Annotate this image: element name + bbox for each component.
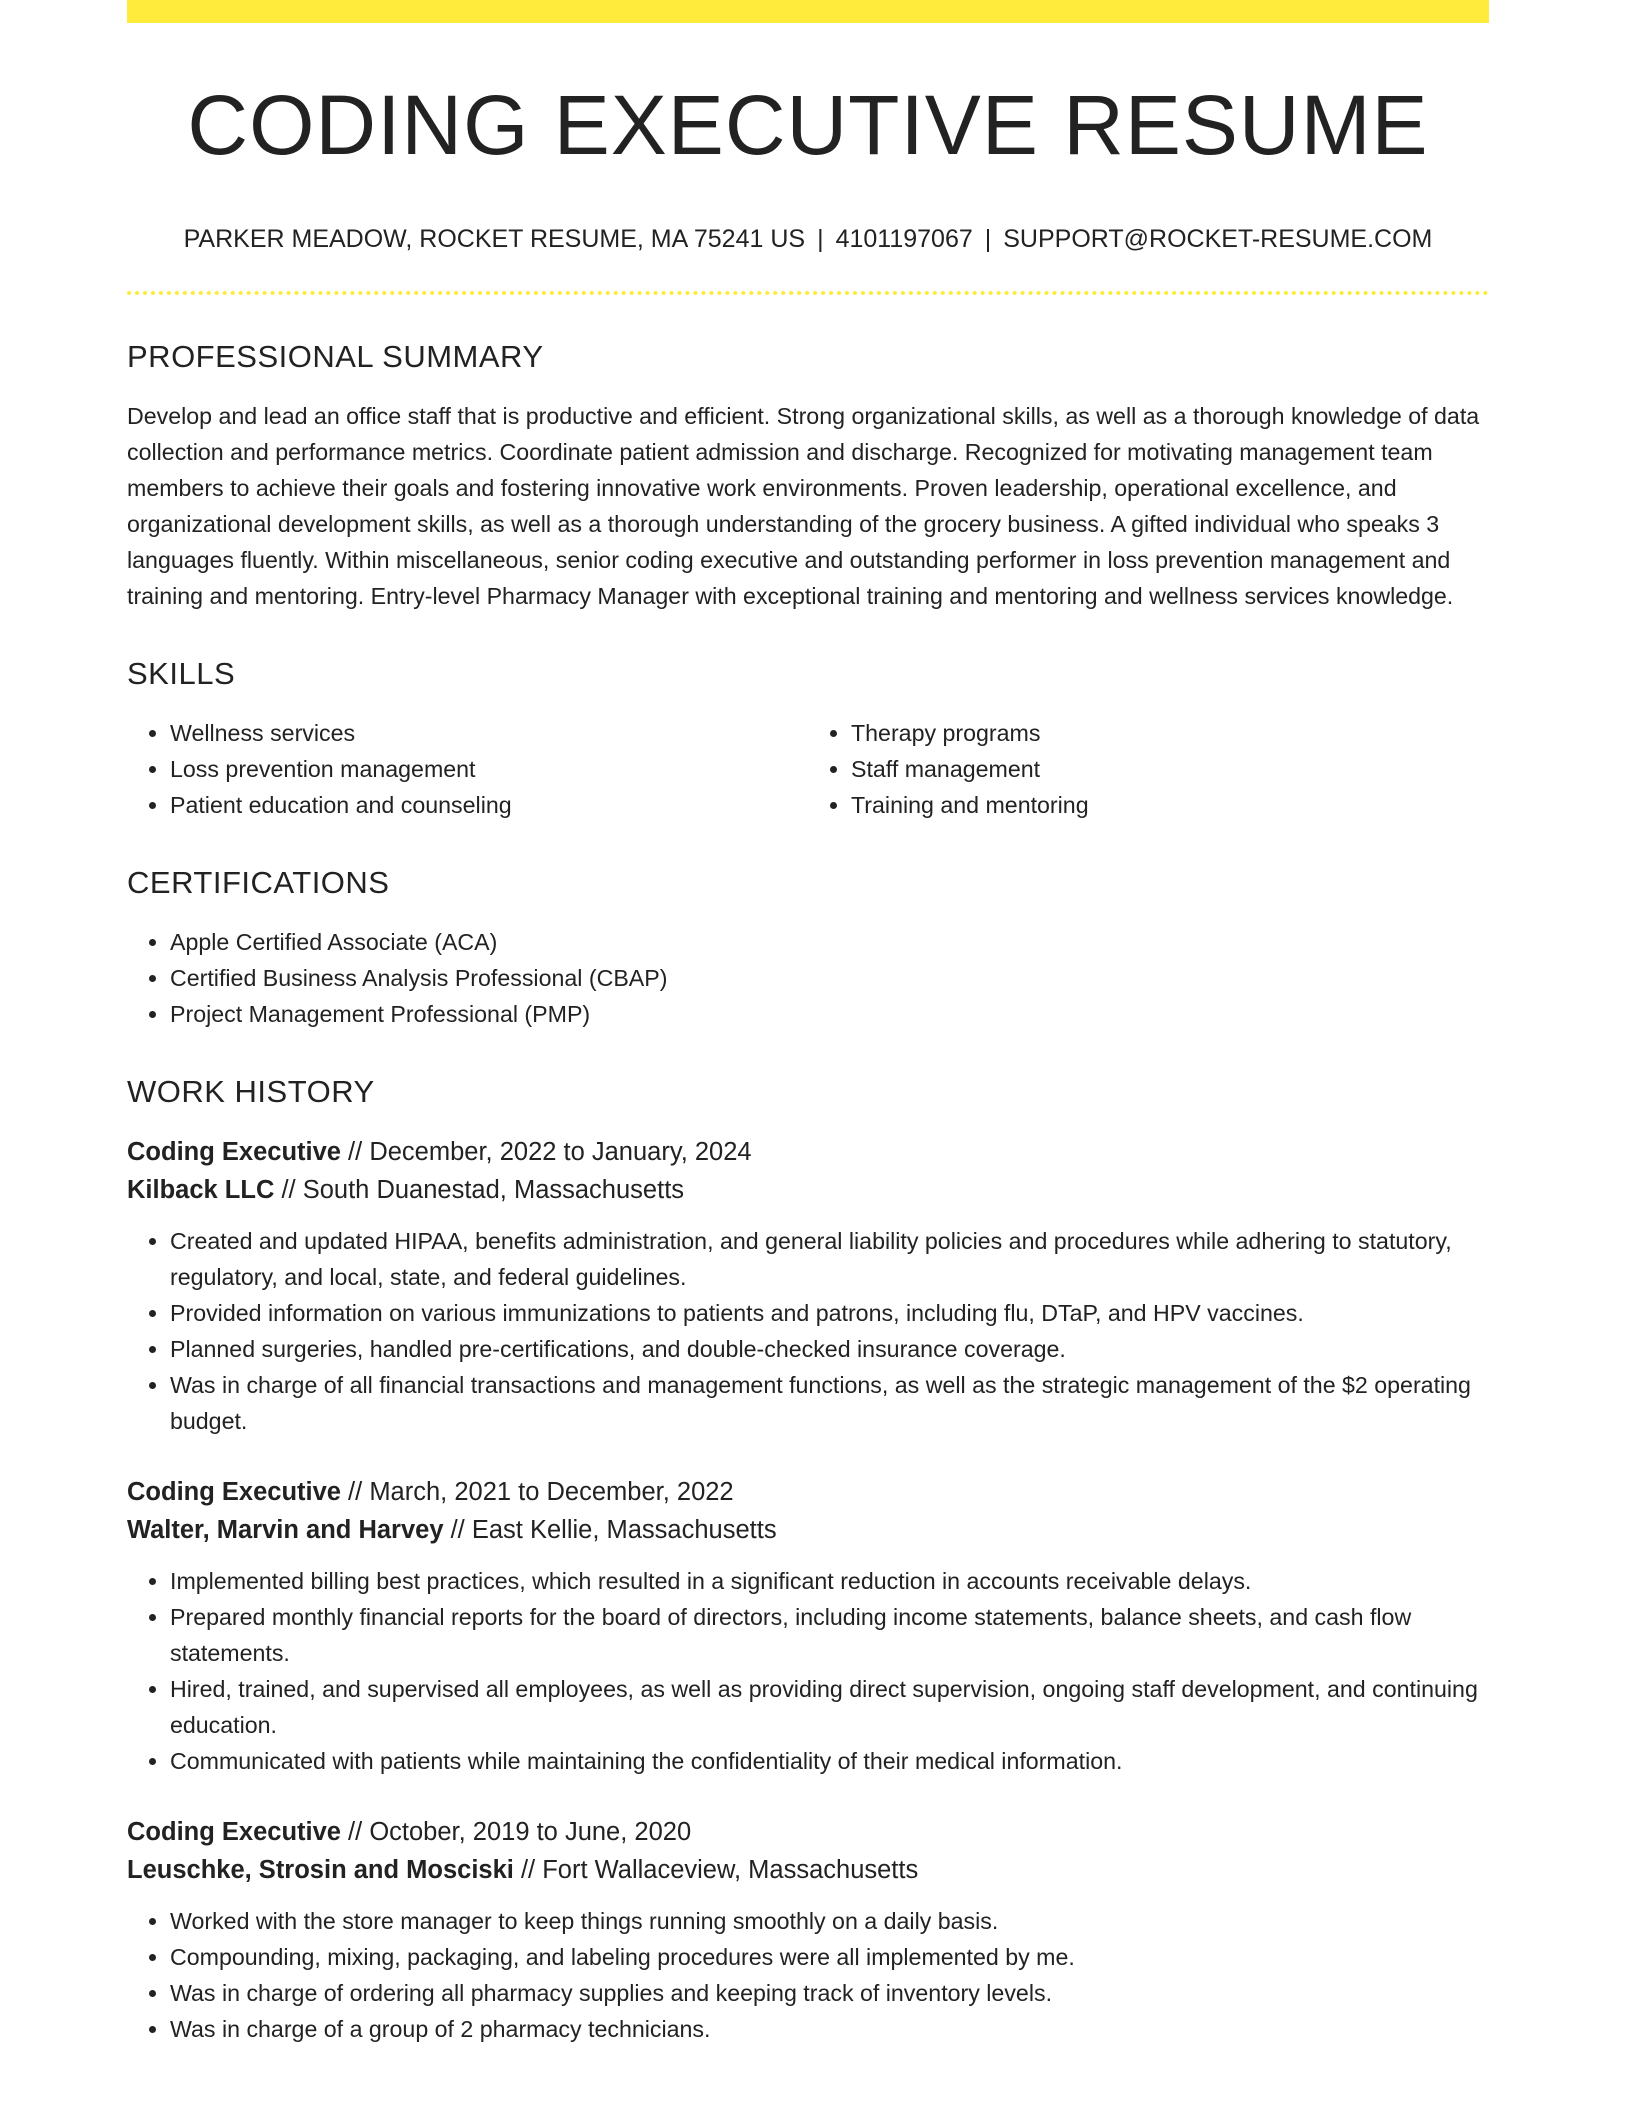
resume-page <box>127 0 1489 2047</box>
skill-item: • Patient education and counseling <box>170 787 808 823</box>
job-divider: // <box>340 1478 370 1506</box>
job-title-line <box>127 1133 1489 1171</box>
job-dates: December, 2022 to January, 2024 <box>369 1138 752 1166</box>
resume-title: CODING EXECUTIVE RESUME <box>187 78 1429 172</box>
job-dates: March, 2021 to December, 2022 <box>369 1478 734 1506</box>
skills-column-right <box>808 715 1489 823</box>
job-bullet: • Was in charge of all financial transactions and management functions, as well as the strategic management of the $2 operating budget. <box>170 1367 1489 1439</box>
job-bullet: • Implemented billing best practices, which resulted in a significant reduction in accounts receivable delays. <box>170 1563 1489 1599</box>
job-bullet: • Communicated with patients while maintaining the confidentiality of their medical information. <box>170 1743 1489 1779</box>
job-title: Coding Executive <box>127 1138 341 1166</box>
job-bullets <box>127 1903 1489 2047</box>
job-company-line <box>127 1851 1489 1889</box>
job-bullet: • Planned surgeries, handled pre-certifications, and double-checked insurance coverage. <box>170 1331 1489 1367</box>
certifications-heading: CERTIFICATIONS <box>127 865 390 900</box>
skills-heading: SKILLS <box>127 656 236 691</box>
skill-item: • Therapy programs <box>851 715 1489 751</box>
skills-list <box>127 689 1489 823</box>
job-bullet: • Was in charge of ordering all pharmacy supplies and keeping track of inventory levels. <box>170 1975 1489 2011</box>
job-entry <box>127 1813 1489 2047</box>
job-bullet: • Provided information on various immunizations to patients and patrons, including flu, DTaP, and HPV vaccines. <box>170 1295 1489 1331</box>
certification-item: • Certified Business Analysis Professional (CBAP) <box>170 960 1489 996</box>
contact-email: SUPPORT@ROCKET-RESUME.COM <box>1003 225 1433 253</box>
job-entry <box>127 1473 1489 1779</box>
job-location: East Kellie, Massachusetts <box>471 1516 777 1544</box>
summary-text: Develop and lead an office staff that is productive and efficient. Strong organizational skills, as well as a thorough knowledge of data collection and performance metrics. Coordinate patient admission and discharge. Recognized for motivating management team members to achieve their goals and fostering innovative work environments. Proven leadership, operational excellence, and organizational development skills, as well as a thorough understanding of the grocery business. A gifted individual who speaks 3 languages fluently. Within miscellaneous, senior coding executive and outstanding performer in loss prevention management and training and mentoring. Entry-level Pharmacy Manager with exceptional training and mentoring and wellness services knowledge. <box>127 403 1480 609</box>
job-company: Leuschke, Strosin and Mosciski <box>127 1856 514 1884</box>
skill-item: • Training and mentoring <box>851 787 1489 823</box>
job-title: Coding Executive <box>127 1478 341 1506</box>
job-divider: // <box>443 1516 472 1544</box>
job-bullet: • Compounding, mixing, packaging, and labeling procedures were all implemented by me. <box>170 1939 1489 1975</box>
job-bullet: • Hired, trained, and supervised all employees, as well as providing direct supervision, ongoing staff development, and continuing education. <box>170 1671 1489 1743</box>
job-bullet: • Was in charge of a group of 2 pharmacy technicians. <box>170 2011 1489 2047</box>
contact-separator: | <box>984 225 992 253</box>
job-location: Fort Wallaceview, Massachusetts <box>542 1856 919 1884</box>
certifications-list <box>127 924 1489 1032</box>
skills-column-left <box>127 715 808 823</box>
job-entry <box>127 1133 1489 1439</box>
contact-line <box>127 227 1489 252</box>
job-bullet: • Prepared monthly financial reports for the board of directors, including income statements, balance sheets, and cash flow statements. <box>170 1599 1489 1671</box>
header-divider <box>127 291 1489 295</box>
job-title: Coding Executive <box>127 1818 341 1846</box>
skill-item: • Loss prevention management <box>170 751 808 787</box>
top-accent-bar <box>127 0 1489 23</box>
job-bullet: • Created and updated HIPAA, benefits administration, and general liability policies and procedures while adhering to statutory, regulatory, and local, state, and federal guidelines. <box>170 1223 1489 1295</box>
job-divider: // <box>340 1138 370 1166</box>
job-company: Kilback LLC <box>127 1176 275 1204</box>
job-divider: // <box>274 1176 303 1204</box>
certification-item: • Apple Certified Associate (ACA) <box>170 924 1489 960</box>
job-bullets <box>127 1223 1489 1439</box>
work-history-heading: WORK HISTORY <box>127 1074 375 1109</box>
job-company-line <box>127 1171 1489 1209</box>
contact-address: PARKER MEADOW, ROCKET RESUME, MA 75241 US <box>183 225 806 253</box>
job-title-line <box>127 1813 1489 1851</box>
summary-heading: PROFESSIONAL SUMMARY <box>127 339 544 374</box>
certification-item: • Project Management Professional (PMP) <box>170 996 1489 1032</box>
job-divider: // <box>340 1818 370 1846</box>
job-bullets <box>127 1563 1489 1779</box>
job-dates: October, 2019 to June, 2020 <box>369 1818 692 1846</box>
job-company: Walter, Marvin and Harvey <box>127 1516 444 1544</box>
contact-phone: 4101197067 <box>835 225 973 253</box>
contact-separator: | <box>817 225 824 253</box>
job-bullet: • Worked with the store manager to keep things running smoothly on a daily basis. <box>170 1903 1489 1939</box>
job-divider: // <box>513 1856 543 1884</box>
job-company-line <box>127 1511 1489 1549</box>
skill-item: • Wellness services <box>170 715 808 751</box>
skill-item: • Staff management <box>851 751 1489 787</box>
job-title-line <box>127 1473 1489 1511</box>
job-location: South Duanestad, Massachusetts <box>302 1176 685 1204</box>
